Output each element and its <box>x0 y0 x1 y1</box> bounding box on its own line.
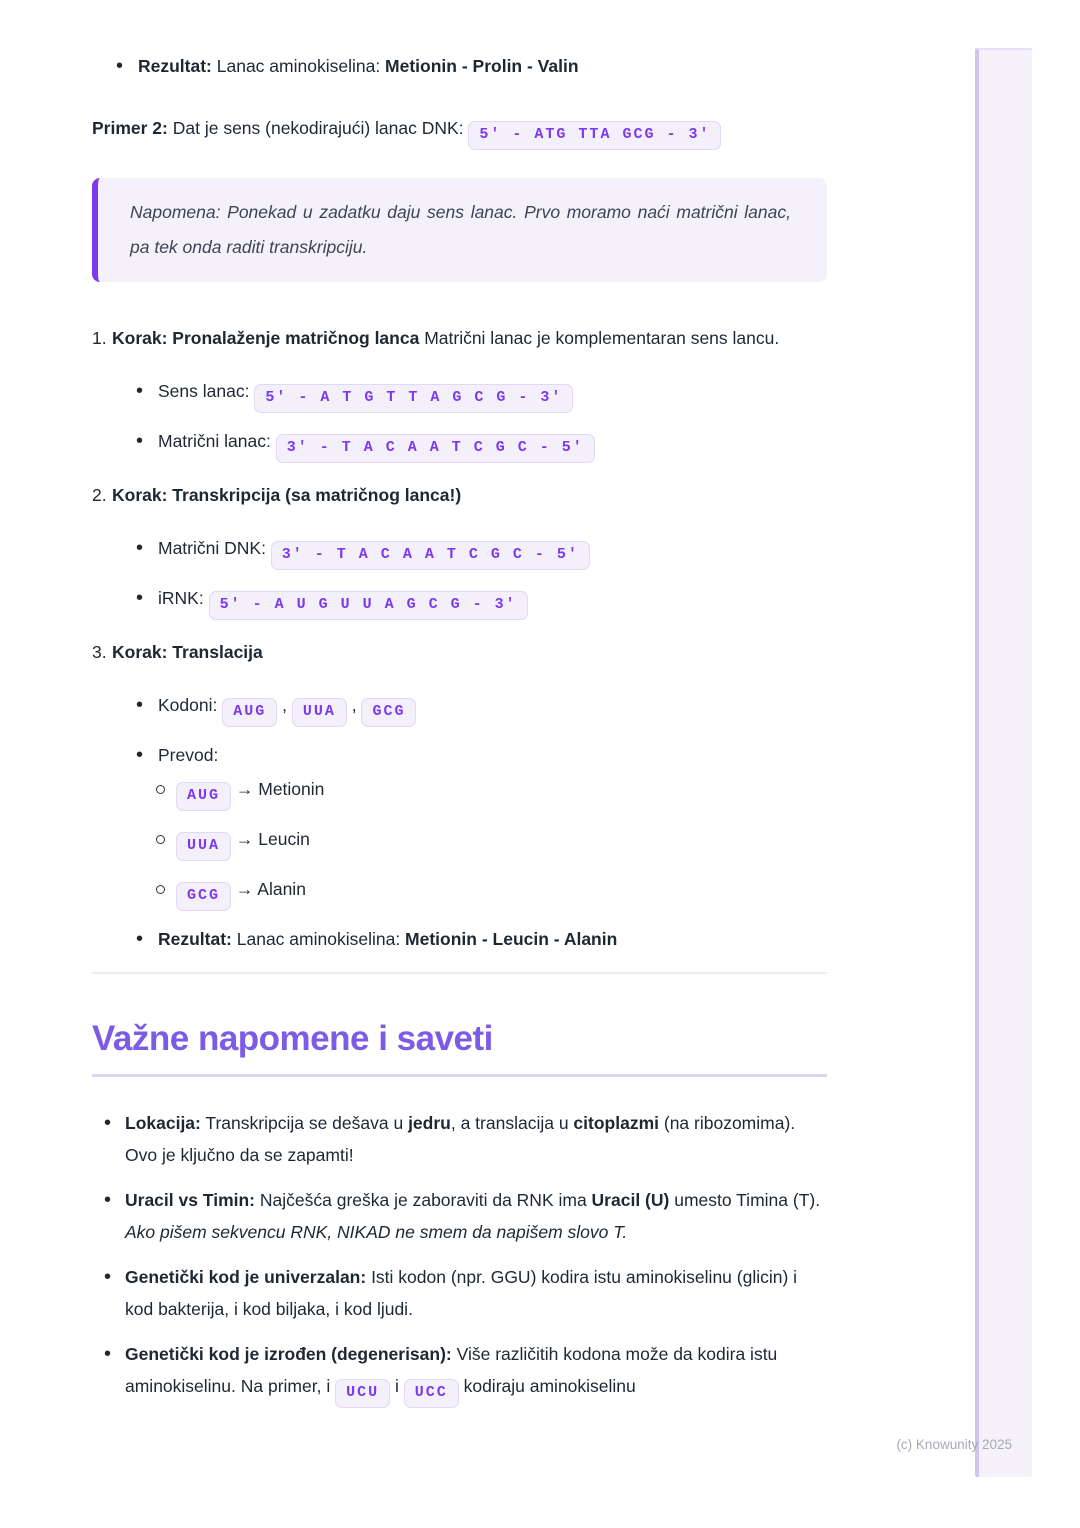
list-item <box>158 581 827 620</box>
note-callout <box>92 178 827 282</box>
tip-kod-degenerisan <box>125 1338 827 1408</box>
text-segment: Primer 2: <box>92 118 168 138</box>
text-segment: Matrični DNK: <box>158 538 271 558</box>
code-chip: 5' - A T G T T A G C G - 3' <box>254 384 573 413</box>
text-segment: Najčešća greška je zaboraviti da RNK ima <box>255 1190 592 1210</box>
step-2 <box>112 479 827 620</box>
section-heading: Važne napomene i saveti <box>92 1018 827 1077</box>
step-3-title <box>112 636 827 668</box>
tip-uracil-vs-timin <box>125 1184 827 1248</box>
text-segment: Dat je sens (nekodirajući) lanac DNK: <box>167 118 469 138</box>
text-segment: Uracil (U) <box>591 1190 670 1210</box>
code-chip: UUA <box>292 698 347 727</box>
list-item <box>176 872 827 911</box>
text-segment: Lokacija: <box>125 1113 201 1133</box>
text-segment: Matrični lanac: <box>158 431 276 451</box>
text-segment: , <box>277 695 292 715</box>
text-segment: Genetički kod je izrođen (degenerisan): <box>125 1344 452 1364</box>
text-segment: Prevod: <box>158 745 219 765</box>
watermark: (c) Knowunity 2025 <box>896 1437 1012 1452</box>
code-chip: UUA <box>176 832 231 861</box>
text-segment: Rezultat: <box>138 56 212 76</box>
text-segment: Korak: Transkripcija (sa matričnog lanca!) <box>112 485 462 505</box>
text-segment: Isti kodon (npr. GGU) kodira istu aminokiselinu (glicin) i kod bakterija, i kod biljaka, i kod ljudi. <box>125 1267 798 1319</box>
text-segment: Više različitih kodona može da kodira istu aminokiselinu. Na primer, i <box>125 1344 778 1396</box>
result-list-primer1 <box>92 50 827 82</box>
prevod-label <box>158 745 218 765</box>
text-segment: iRNK: <box>158 588 209 608</box>
text-segment: Genetički kod je univerzalan: <box>125 1267 367 1287</box>
tips-list <box>92 1107 827 1408</box>
text-segment: citoplazmi <box>573 1113 659 1133</box>
step-2-sublist <box>112 531 827 620</box>
list-item <box>176 772 827 811</box>
code-chip: 5' - A U G U U A G C G - 3' <box>209 591 528 620</box>
tip-kod-univerzalan <box>125 1261 827 1325</box>
text-segment: Metionin - Leucin - Alanin <box>405 929 618 949</box>
text-segment: kodiraju aminokiselinu <box>458 1376 636 1396</box>
code-chip: AUG <box>222 698 277 727</box>
primer2-paragraph <box>92 112 827 150</box>
text-segment: i <box>390 1376 404 1396</box>
list-item <box>176 822 827 861</box>
text-segment: Lanac aminokiselina: <box>211 56 386 76</box>
step-1 <box>112 322 827 463</box>
step-3-sublist <box>112 688 827 956</box>
text-segment: Uracil vs Timin: <box>125 1190 256 1210</box>
text-segment: Rezultat: <box>158 929 232 949</box>
text-segment: Sens lanac: <box>158 381 255 401</box>
document-body <box>92 0 827 1421</box>
list-item <box>138 50 827 82</box>
text-segment: → Leucin <box>231 829 310 849</box>
text-segment: Transkripcija se dešava u <box>200 1113 409 1133</box>
code-chip: GCG <box>176 882 231 911</box>
text-segment: Matrični lanac je komplementaran sens lancu. <box>419 328 780 348</box>
text-segment: Korak: Translacija <box>112 642 263 662</box>
text-segment: → Metionin <box>231 779 325 799</box>
code-chip: GCG <box>361 698 416 727</box>
code-chip: 3' - T A C A A T C G C - 5' <box>276 434 595 463</box>
text-segment: jedru <box>408 1113 451 1133</box>
note-text <box>130 195 791 265</box>
step-1-title <box>112 322 827 354</box>
page-edge-strip <box>975 48 1032 1477</box>
tip-lokacija <box>125 1107 827 1171</box>
text-segment: umesto Timina (T). <box>669 1190 821 1210</box>
text-segment: , a translacija u <box>450 1113 574 1133</box>
text-segment: Napomena: Ponekad u zadatku daju sens lanac. Prvo moramo naći matrični lanac, pa tek onda raditi transkripciju. <box>130 202 791 257</box>
step-2-title <box>112 479 827 511</box>
text-segment: Kodoni: <box>158 695 223 715</box>
list-item <box>158 922 827 956</box>
section-divider <box>92 972 827 974</box>
text-segment: Lanac aminokiselina: <box>231 929 406 949</box>
text-segment: Metionin - Prolin - Valin <box>385 56 579 76</box>
code-chip: UCU <box>335 1379 390 1408</box>
code-chip: 3' - T A C A A T C G C - 5' <box>271 541 590 570</box>
list-item-prevod <box>158 738 827 911</box>
list-item <box>158 531 827 570</box>
text-segment: (na ribozomima). Ovo je ključno da se zapamti! <box>125 1113 796 1165</box>
text-segment: → Alanin <box>231 879 306 899</box>
list-item <box>158 688 827 727</box>
steps-list <box>92 322 827 956</box>
text-segment: Korak: Pronalaženje matričnog lanca <box>112 328 420 348</box>
prevod-list <box>158 772 827 911</box>
list-item <box>158 374 827 413</box>
code-chip: AUG <box>176 782 231 811</box>
text-segment: , <box>346 695 362 715</box>
code-chip: UCC <box>404 1379 459 1408</box>
list-item <box>158 424 827 463</box>
code-chip: 5' - ATG TTA GCG - 3' <box>468 121 721 150</box>
step-1-sublist <box>112 374 827 463</box>
text-segment: Ako pišem sekvencu RNK, NIKAD ne smem da napišem slovo T. <box>125 1222 628 1242</box>
step-3 <box>112 636 827 956</box>
